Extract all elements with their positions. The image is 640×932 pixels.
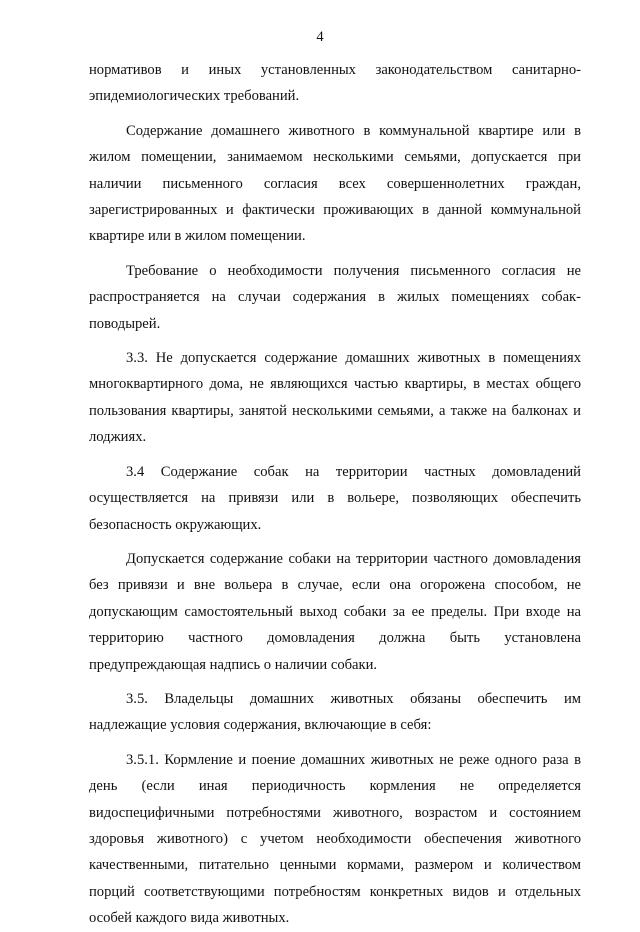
paragraph-3-4: 3.4 Содержание собак на территории частных домовладений осуществляется на привязи или в вольере, позволяющих обеспечить безопасность окружающих. [89,463,581,533]
page-number: 4 [316,29,324,45]
paragraph-guide-dogs: Требование о необходимости получения письменного согласия не распространяется на случаи содержания в жилых помещениях собак-поводырей. [89,262,581,332]
body-text [89,57,581,932]
paragraph-communal-apartment: Содержание домашнего животного в коммунальной квартире или в жилом помещении, занимаемом несколькими семьями, допускается при наличии письменного согласия всех совершеннолетних граждан, зарегистрированных и фактически проживающих в данной коммунальной квартире или в жилом помещении. [89,122,581,245]
paragraph-continuation: нормативов и иных установленных законодательством санитарно-эпидемиологических требований. [89,62,581,105]
paragraph-3-5: 3.5. Владельцы домашних животных обязаны обеспечить им надлежащие условия содержания, включающие в себя: [89,690,581,734]
paragraph-3-5-1: 3.5.1. Кормление и поение домашних животных не реже одного раза в день (если иная периодичность кормления не определяется видоспецифичными потребностями животного, возрастом и состоянием здоровья животного) с учетом необходимости обеспечения животного качественными, питательно ценными кормами, размером и количеством порций соответствующими потребностям конкретных видов и отдельных особей каждого вида животных. [89,751,581,927]
paragraph-fenced-territory: Допускается содержание собаки на территории частного домовладения без привязи и вне вольера в случае, если она огорожена способом, не допускающим самостоятельный выход собаки за ее пределы. При входе на территорию частного домовладения должна быть установлена предупреждающая надпись о наличии собаки. [89,550,581,673]
paragraph-3-3: 3.3. Не допускается содержание домашних животных в помещениях многоквартирного дома, не являющихся частью квартиры, в местах общего пользования квартиры, занятой несколькими семьями, а также на балконах и лоджиях. [89,350,581,446]
